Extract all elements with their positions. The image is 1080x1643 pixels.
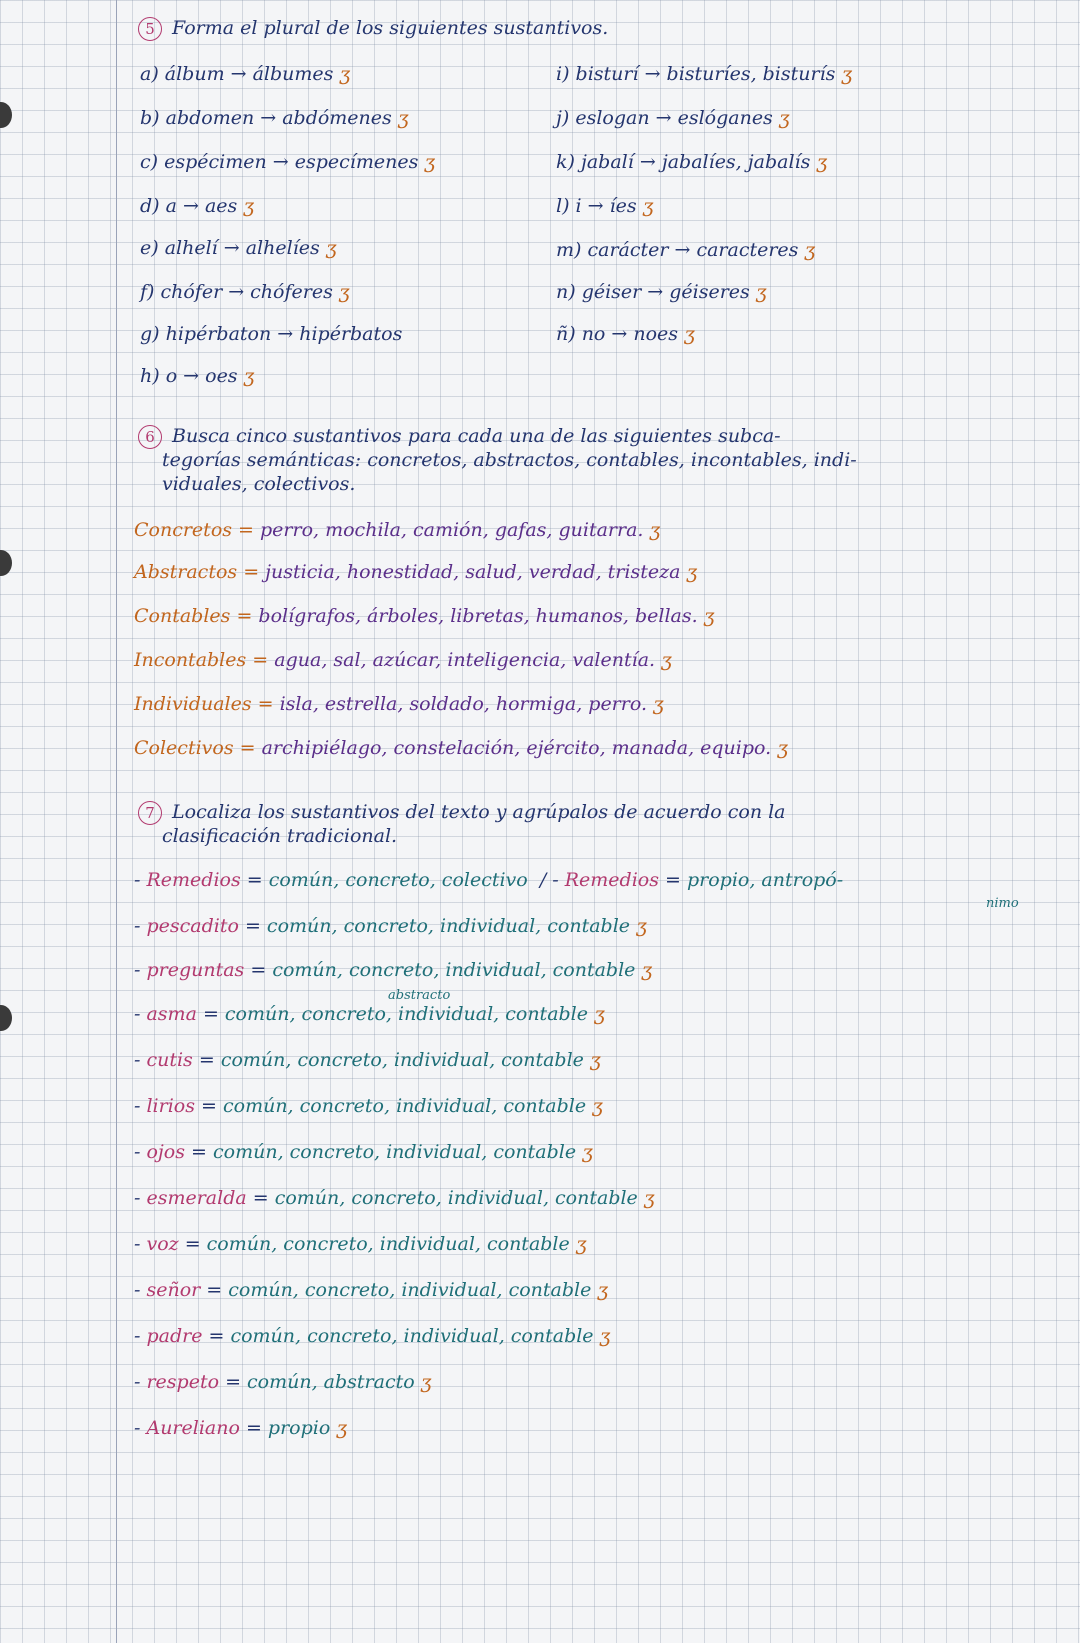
- ex5-item: a) álbum → álbumes ʒ: [140, 63, 351, 85]
- ex7-row: - preguntas = común, concreto, individual, contable ʒ: [134, 959, 653, 981]
- ex7-row: - voz = común, concreto, individual, contable ʒ: [134, 1233, 587, 1255]
- ex7-row: - esmeralda = común, concreto, individual, contable ʒ: [134, 1187, 655, 1209]
- ex7-title-line: Localiza los sustantivos del texto y agrúpalos de acuerdo con la: [172, 801, 786, 823]
- ex7-first-row: - Remedios = común, concreto, colectivo / - Remedios = propio, antropó-: [134, 869, 844, 891]
- ex5-item: g) hipérbaton → hipérbatos: [140, 323, 403, 345]
- ex7-row: - asma = común, concreto, individual, contable ʒ: [134, 1003, 605, 1025]
- ex5-item: n) géiser → géiseres ʒ: [556, 281, 767, 303]
- ex5-title: Forma el plural de los siguientes sustantivos.: [172, 17, 609, 39]
- ex5-item: c) espécimen → especímenes ʒ: [140, 151, 436, 173]
- ex6-row: Concretos = perro, mochila, camión, gafas, guitarra. ʒ: [134, 519, 661, 541]
- ex6-title-line: viduales, colectivos.: [162, 473, 356, 495]
- ex6-title-line: Busca cinco sustantivos para cada una de las siguientes subca-: [172, 425, 781, 447]
- ex5-item: m) carácter → caracteres ʒ: [556, 239, 816, 261]
- ex6-row: Contables = bolígrafos, árboles, libretas, humanos, bellas. ʒ: [134, 605, 715, 627]
- ex7-heading: [138, 800, 786, 825]
- ex7-row: - lirios = común, concreto, individual, contable ʒ: [134, 1095, 603, 1117]
- ex5-item: f) chófer → chóferes ʒ: [140, 281, 350, 303]
- ex5-heading: [138, 16, 608, 41]
- ex7-row: - ojos = común, concreto, individual, contable ʒ: [134, 1141, 593, 1163]
- ex7-row: - Aureliano = propio ʒ: [134, 1417, 348, 1439]
- ex7-row: - padre = común, concreto, individual, contable ʒ: [134, 1325, 611, 1347]
- ex7-row: - respeto = común, abstracto ʒ: [134, 1371, 432, 1393]
- ex6-title-line: tegorías semánticas: concretos, abstractos, contables, incontables, indi-: [162, 449, 857, 471]
- ex6-row: Colectivos = archipiélago, constelación, ejército, manada, equipo. ʒ: [134, 737, 788, 759]
- ex7-row: - cutis = común, concreto, individual, contable ʒ: [134, 1049, 601, 1071]
- ex6-row: Incontables = agua, sal, azúcar, inteligencia, valentía. ʒ: [134, 649, 672, 671]
- ex6-row: Abstractos = justicia, honestidad, salud, verdad, tristeza ʒ: [134, 561, 698, 583]
- ex7-row: - señor = común, concreto, individual, contable ʒ: [134, 1279, 609, 1301]
- ex5-item: e) alhelí → alhelíes ʒ: [140, 237, 337, 259]
- ex5-item: b) abdomen → abdómenes ʒ: [140, 107, 409, 129]
- ex7-row: - pescadito = común, concreto, individual, contable ʒ: [134, 915, 647, 937]
- ex5-item: i) bisturí → bisturíes, bisturís ʒ: [556, 63, 853, 85]
- ex5-item: l) i → íes ʒ: [556, 195, 654, 217]
- ex7-first-row-continuation: nimo: [986, 896, 1019, 911]
- ex5-item: j) eslogan → eslóganes ʒ: [556, 107, 790, 129]
- ex5-number: 5: [138, 17, 162, 41]
- ex6-row: Individuales = isla, estrella, soldado, hormiga, perro. ʒ: [134, 693, 664, 715]
- ex7-number: 7: [138, 801, 162, 825]
- ex7-title-line: clasificación tradicional.: [162, 825, 398, 847]
- ex6-heading: [138, 424, 781, 449]
- ex5-item: d) a → aes ʒ: [140, 195, 255, 217]
- ex7-correction-note: abstracto: [388, 988, 451, 1003]
- ex5-item: ñ) no → noes ʒ: [556, 323, 695, 345]
- ex5-item: h) o → oes ʒ: [140, 365, 255, 387]
- ex6-number: 6: [138, 425, 162, 449]
- ex5-item: k) jabalí → jabalíes, jabalís ʒ: [556, 151, 828, 173]
